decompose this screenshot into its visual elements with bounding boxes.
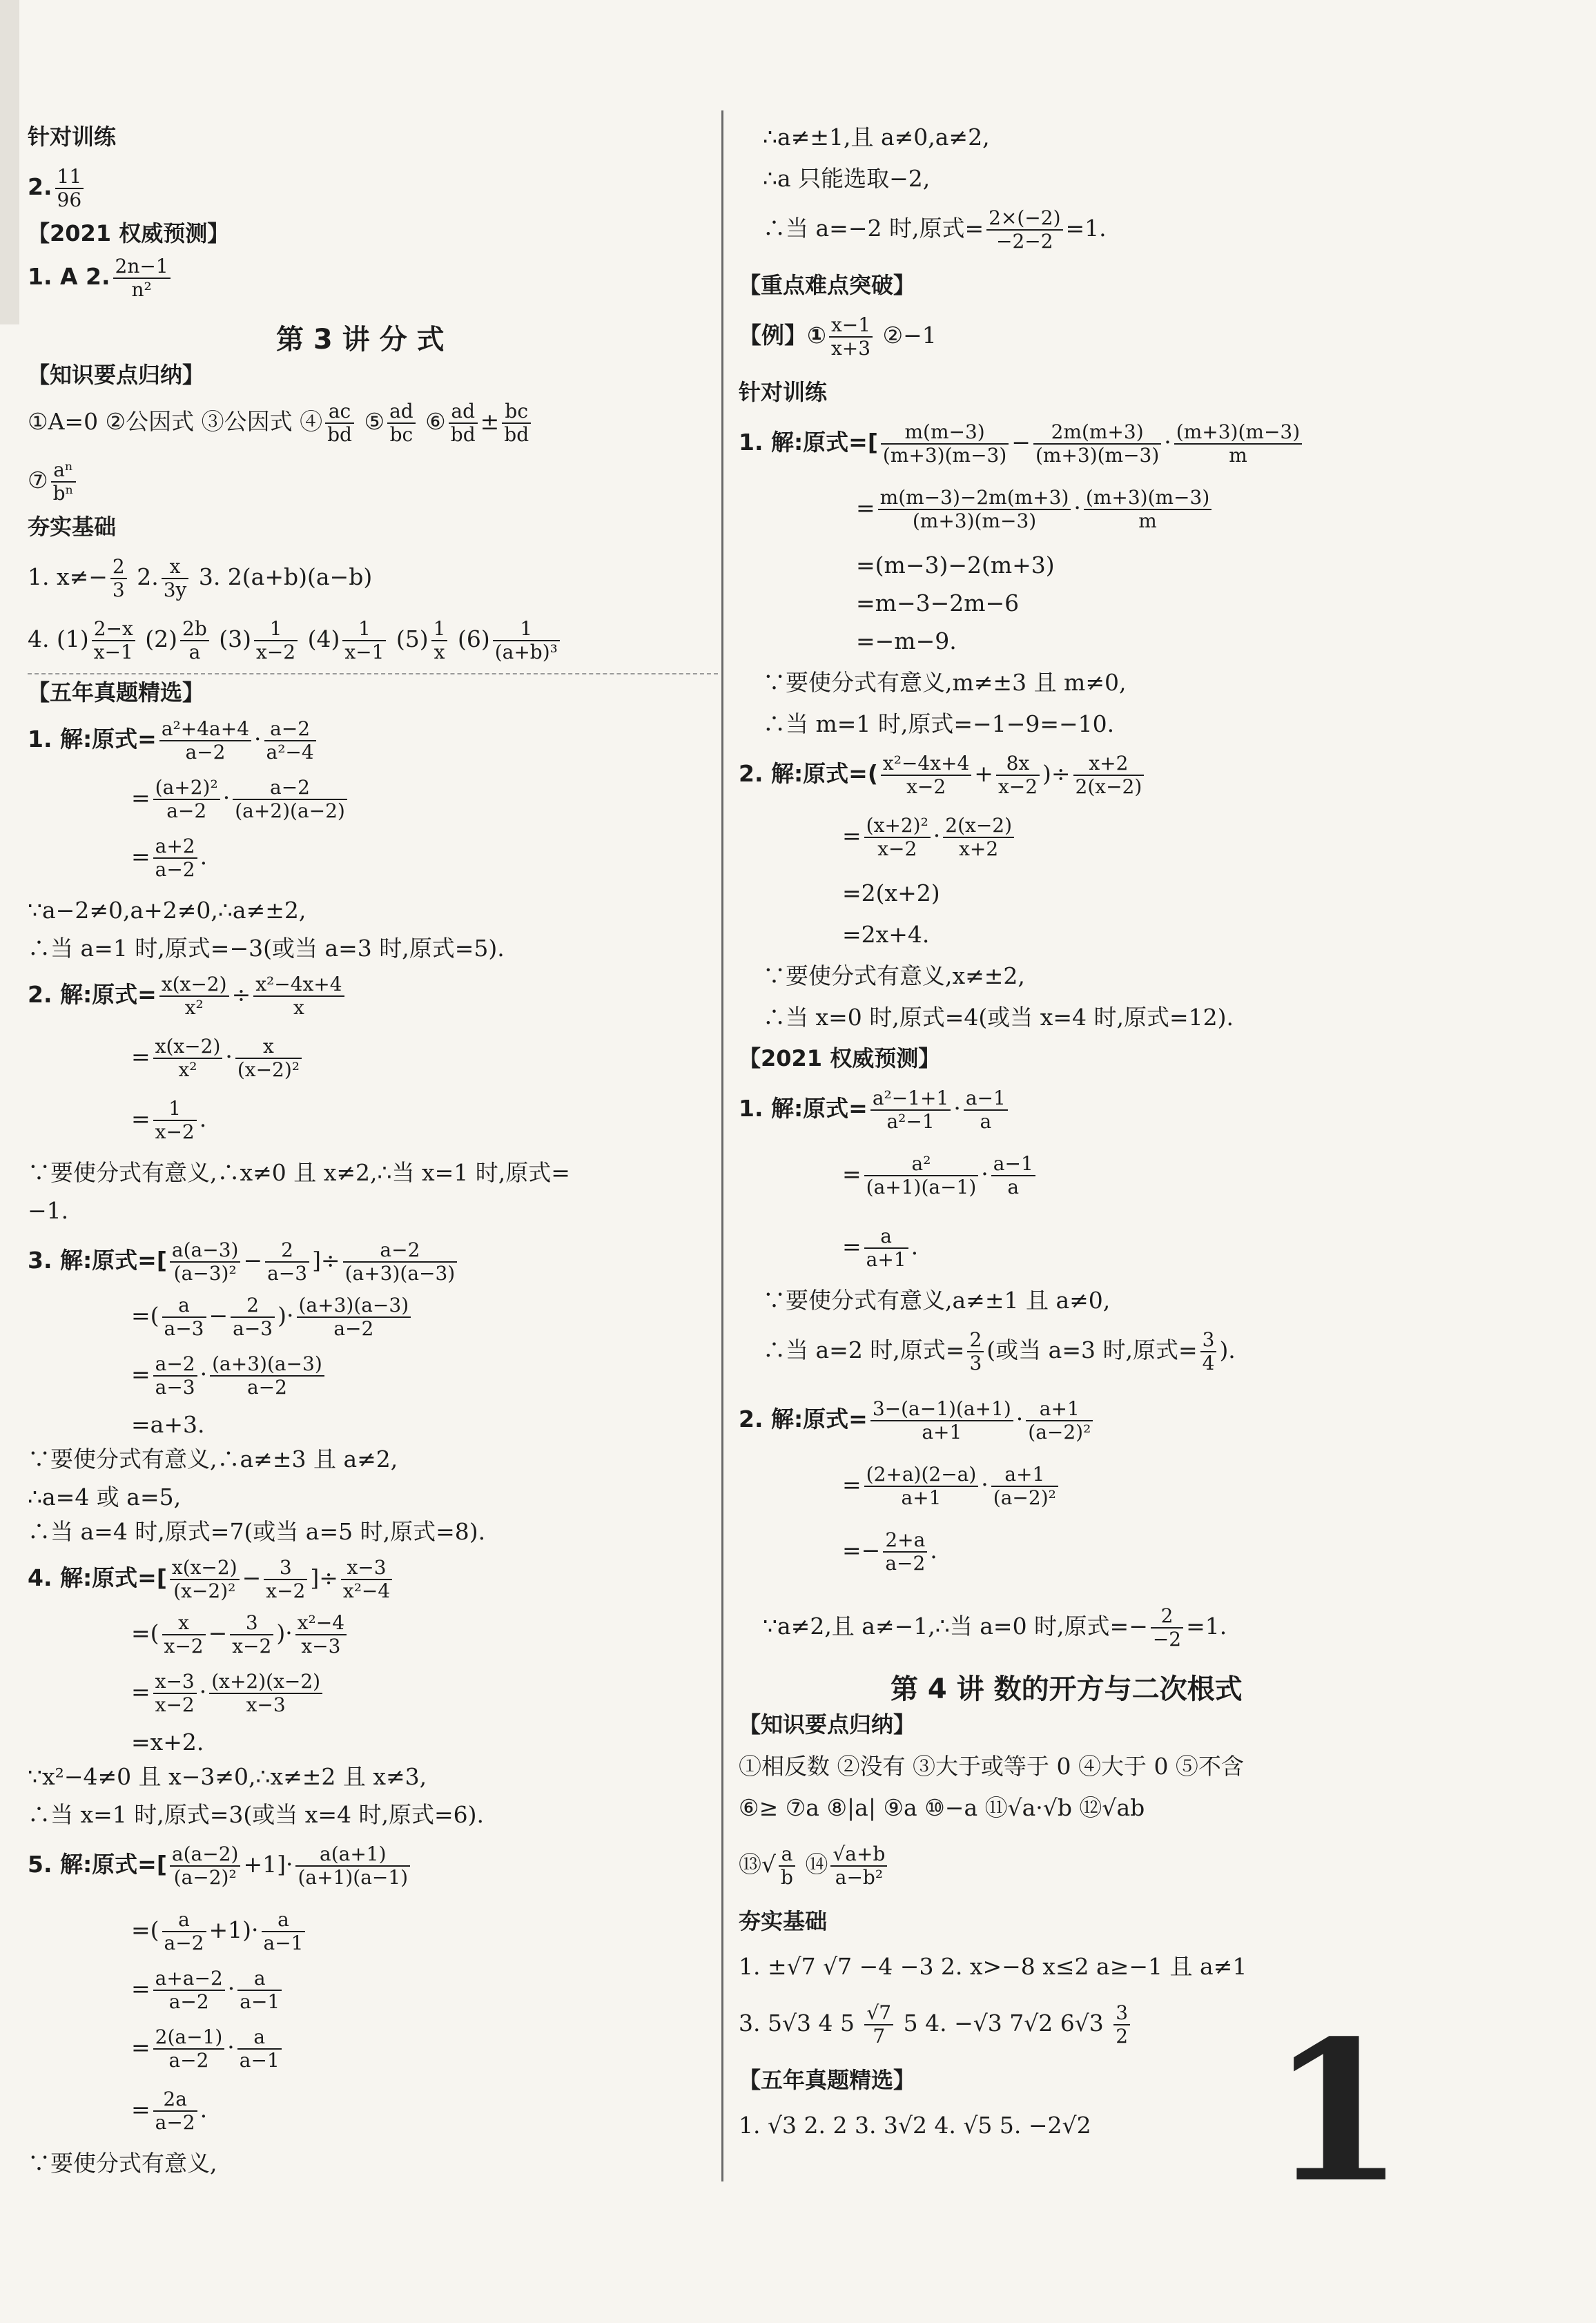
solution-line: ∵要使分式有意义,m≠±3 且 m≠0, [763, 669, 1127, 696]
fraction: $\frac{\text{a²}}{(a+1)(a-1)}$ [864, 1153, 979, 1198]
fraction: $\frac{x}{x-2}$ [162, 1612, 206, 1658]
fraction: $\frac{2}{-2}$ [1151, 1605, 1183, 1651]
heading-key-points: 【重点难点突破】 [739, 272, 916, 298]
fraction: $\frac{2m(m+3)}{(m+3)(m-3)}$ [1033, 421, 1161, 467]
fraction: $\frac{2(x-2)}{x+2}$ [943, 815, 1014, 860]
solution-line: = $\frac{\text{(x+2)²}}{x-2}$ · $\frac{2(x-2)}{x+2}$ [842, 815, 1017, 860]
solution-line: = $\frac{\text{a²}}{(a+1)(a-1)}$ · $\frac{a-1}{a}$ [842, 1153, 1038, 1198]
fraction: $\frac{2}{a-3}$ [231, 1294, 275, 1340]
fraction: $\frac{2n-1}{\text{n²}}$ [113, 255, 171, 301]
solution-line: 4. 解:原式=[ $\frac{x(x-2)}{\text{(x−2)²}}$ − $\frac{3}{x-2}$ ]÷ $\frac{x-3}{\text{x²−4}}$ [28, 1557, 395, 1602]
fraction: $\frac{\text{(x+2)²}}{x-2}$ [864, 815, 931, 860]
solution-line: = $\frac{2(a-1)}{a-2}$ · $\frac{a}{a-1}$ [131, 2026, 284, 2072]
solution-line: ∴当 a=4 时,原式=7(或当 a=5 时,原式=8). [28, 1518, 486, 1545]
fraction: $\frac{x-3}{\text{x²−4}}$ [341, 1557, 392, 1602]
fraction: $\frac{x(x-2)}{\text{x²}}$ [159, 973, 229, 1019]
solution-line: ∴a 只能选取−2, [763, 165, 931, 192]
column-divider [721, 110, 723, 2181]
fraction: $\frac{a-2}{\text{a²−4}}$ [264, 718, 316, 764]
fraction: $\frac{2}{a-3}$ [265, 1239, 309, 1285]
solution-line: ∵要使分式有意义, [28, 2150, 217, 2177]
fraction: $\frac{a-2}{a-3}$ [153, 1353, 197, 1399]
fraction: $\frac{2}{3}$ [967, 1329, 984, 1374]
fraction: $\frac{1}{x-2}$ [153, 1098, 197, 1143]
solution-line: =( $\frac{a}{a-3}$ − $\frac{2}{a-3}$ )· $\frac{(a+3)(a-3)}{a-2}$ [131, 1294, 413, 1340]
fraction: $\frac{1}{x-1}$ [342, 618, 386, 663]
solution-line: = $\frac{a+2}{a-2}$ . [131, 835, 208, 882]
solution-line: 2. 解:原式= $\frac{3-(a-1)(a+1)}{a+1}$ · $\frac{a+1}{\text{(a−2)²}}$ [739, 1398, 1096, 1444]
solution-line: =( $\frac{a}{a-2}$ +1)· $\frac{a}{a-1}$ [131, 1909, 308, 1954]
solution-line: = $\frac{a}{a+1}$ . [842, 1225, 919, 1272]
fraction: $\frac{1}{x}$ [431, 618, 448, 663]
fraction: $\frac{a-2}{(a+2)(a-2)}$ [233, 777, 347, 822]
fraction: $\frac{a}{a-2}$ [162, 1909, 206, 1954]
solution-line: = $\frac{(2+a)(2-a)}{a+1}$ · $\frac{a+1}{\text{(a−2)²}}$ [842, 1464, 1061, 1509]
heading-targeted: 针对训练 [739, 379, 828, 405]
solution-line: ∵a≠2,且 a≠−1,∴当 a=0 时,原式=− $\frac{2}{-2}$ =1. [763, 1604, 1227, 1651]
solution-line: ∴当 a=−2 时,原式= $\frac{2\times(-2)}{-2-2}$ =1. [763, 206, 1107, 253]
knowledge-line: ⑥≥ ⑦a ⑧|a| ⑨a ⑩−a ⑪√a·√b ⑫√ab [739, 1794, 1145, 1821]
fraction: $\frac{a-1}{a}$ [991, 1153, 1035, 1198]
fraction: $\frac{√a+b}{\text{a−b²}}$ [830, 1843, 887, 1889]
solution-line: ∵x²−4≠0 且 x−3≠0,∴x≠±2 且 x≠3, [28, 1763, 427, 1790]
solution-line: = $\frac{x(x-2)}{\text{x²}}$ · $\frac{x}{\text{(x−2)²}}$ [131, 1036, 304, 1081]
page-edge [0, 0, 19, 324]
solution-line: ∴当 m=1 时,原式=−1−9=−10. [763, 710, 1115, 737]
knowledge-line: ⑦ $\frac{\text{aⁿ}}{\text{bⁿ}}$ [28, 459, 79, 505]
answer-line: 1. ±√7 √7 −4 −3 2. x>−8 x≤2 a≥−1 且 a≠1 [739, 1953, 1247, 1980]
fraction: $\frac{a+1}{\text{(a−2)²}}$ [991, 1464, 1058, 1509]
solution-line: 1. 解:原式= $\frac{\text{a²+4a+4}}{a-2}$ · $\frac{a-2}{\text{a²−4}}$ [28, 718, 319, 764]
fraction: $\frac{x}{\text{(x−2)²}}$ [235, 1036, 302, 1081]
fraction: $\frac{a(a+1)}{(a+1)(a-1)}$ [295, 1843, 410, 1889]
heading-five-year: 【五年真题精选】 [28, 679, 205, 706]
answer-line: 2. $\frac{11}{96}$ [28, 166, 86, 211]
solution-line: 3. 解:原式=[ $\frac{a(a-3)}{\text{(a−3)²}}$ − $\frac{2}{a-3}$ ]÷ $\frac{a-2}{(a+3)(a-3)}$ [28, 1239, 460, 1285]
lecture-title-4: 第 4 讲 数的开方与二次根式 [891, 1673, 1243, 1705]
fraction: $\frac{a+1}{\text{(a−2)²}}$ [1026, 1398, 1093, 1444]
fraction: $\frac{3-(a-1)(a+1)}{a+1}$ [870, 1398, 1013, 1444]
answer-line: 1. √3 2. 2 3. 3√2 4. √5 5. −2√2 [739, 2112, 1091, 2139]
solution-line: =2x+4. [842, 921, 930, 948]
fraction: $\frac{3}{x-2}$ [230, 1612, 273, 1658]
fraction: $\frac{\text{a²−1+1}}{\text{a²−1}}$ [870, 1087, 951, 1133]
solution-line: =a+3. [131, 1411, 205, 1438]
fraction: $\frac{2-x}{x-1}$ [92, 618, 135, 663]
fraction: $\frac{x+2}{2(x-2)}$ [1073, 752, 1145, 798]
solution-line: =( $\frac{x}{x-2}$ − $\frac{3}{x-2}$ )· $\frac{\text{x²−4}}{x-3}$ [131, 1612, 349, 1658]
fraction: $\frac{a}{a-1}$ [262, 1909, 306, 1954]
fraction: $\frac{8x}{x-2}$ [996, 752, 1040, 798]
solution-line: ∴当 a=1 时,原式=−3(或当 a=3 时,原式=5). [28, 935, 505, 962]
example-line: 【例】① $\frac{x-1}{x+3}$ ②−1 [739, 313, 937, 360]
fraction: $\frac{\text{(a+2)²}}{a-2}$ [153, 777, 220, 822]
solution-line: 2. 解:原式=( $\frac{\text{x²−4x+4}}{x-2}$ + $\frac{8x}{x-2}$ )÷ $\frac{x+2}{2(x-2)}$ [739, 752, 1147, 798]
solution-line: = $\frac{a+a-2}{a-2}$ · $\frac{a}{a-1}$ [131, 1967, 284, 2013]
solution-line: 1. 解:原式=[ $\frac{m(m-3)}{(m+3)(m-3)}$ − $\frac{2m(m+3)}{(m+3)(m-3)}$ · $\frac{(m+3)(m-3)}{m}$ [739, 421, 1305, 467]
fraction: $\frac{2b}{a}$ [180, 618, 209, 663]
fraction: $\frac{a+a-2}{a-2}$ [153, 1967, 225, 2013]
fraction: $\frac{1}{x-2}$ [254, 618, 298, 663]
fraction: $\frac{(a+3)(a-3)}{a-2}$ [297, 1294, 411, 1340]
heading-basics: 夯实基础 [739, 1908, 828, 1934]
fraction: $\frac{(2+a)(2-a)}{a+1}$ [864, 1464, 979, 1509]
fraction: $\frac{ad}{bd}$ [449, 400, 478, 446]
fraction: $\frac{a(a-3)}{\text{(a−3)²}}$ [170, 1239, 241, 1285]
fraction: $\frac{√7}{7}$ [864, 2002, 893, 2048]
fraction: $\frac{bc}{bd}$ [502, 400, 531, 446]
fraction: $\frac{(m+3)(m-3)}{m}$ [1174, 421, 1302, 467]
fraction: $\frac{2\times(-2)}{-2-2}$ [986, 207, 1062, 253]
solution-line: ∵要使分式有意义,∴x≠0 且 x≠2,∴当 x=1 时,原式= [28, 1159, 570, 1186]
fraction: $\frac{\text{aⁿ}}{\text{bⁿ}}$ [51, 459, 76, 505]
knowledge-line: ⑬√ $\frac{a}{b}$ ⑭ $\frac{√a+b}{\text{a−b²}}$ [739, 1843, 890, 1889]
fraction: $\frac{ad}{bc}$ [387, 400, 416, 446]
solution-line: ∴a≠±1,且 a≠0,a≠2, [763, 124, 990, 150]
fraction: $\frac{3}{4}$ [1200, 1329, 1217, 1374]
fraction: $\frac{x-1}{x+3}$ [829, 314, 873, 360]
solution-line: =x+2. [131, 1729, 204, 1756]
solution-line: ∵a−2≠0,a+2≠0,∴a≠±2, [28, 897, 306, 924]
fraction: $\frac{a(a-2)}{\text{(a−2)²}}$ [170, 1843, 241, 1889]
fraction: $\frac{2+a}{a-2}$ [883, 1529, 927, 1575]
solution-line: =2(x+2) [842, 879, 940, 906]
fraction: $\frac{(x+2)(x-2)}{x-3}$ [209, 1671, 322, 1716]
solution-line: ∵要使分式有意义,a≠±1 且 a≠0, [763, 1287, 1111, 1314]
solution-line: ∴当 a=2 时,原式= $\frac{2}{3}$ (或当 a=3 时,原式= $\frac{3}{4}$ ). [763, 1328, 1236, 1375]
fraction: $\frac{(m+3)(m-3)}{m}$ [1084, 487, 1211, 532]
solution-line: = $\frac{m(m-3)-2m(m+3)}{(m+3)(m-3)}$ · $\frac{(m+3)(m-3)}{m}$ [856, 487, 1214, 532]
answer-line: 1. x≠− $\frac{2}{3}$ 2. $\frac{x}{3y}$ 3. 2(a+b)(a−b) [28, 555, 373, 602]
solution-line: =m−3−2m−6 [856, 590, 1020, 616]
fraction: $\frac{a}{a-3}$ [162, 1294, 206, 1340]
heading-basics: 夯实基础 [28, 514, 117, 540]
answer-line: 4. (1) $\frac{2-x}{x-1}$ (2) $\frac{2b}{a}$ (3) $\frac{1}{x-2}$ (4) $\frac{1}{x-1}$ (5) $\frac{1}{x}$ (6) $\frac{1}{\text{(a+b)³}}$ [28, 618, 563, 663]
heading-five-year: 【五年真题精选】 [739, 2067, 916, 2093]
heading-targeted: 针对训练 [28, 124, 117, 150]
fraction: $\frac{2(a-1)}{a-2}$ [153, 2026, 225, 2072]
solution-line: =(m−3)−2(m+3) [856, 552, 1055, 579]
fraction: $\frac{\text{x²−4}}{x-3}$ [295, 1612, 347, 1658]
fraction: $\frac{x(x-2)}{\text{(x−2)²}}$ [170, 1557, 240, 1602]
knowledge-line: ①A=0 ②公因式 ③公因式 ④ $\frac{ac}{bd}$ ⑤ $\frac{ad}{bc}$ ⑥ $\frac{ad}{bd}$ ± $\frac{bc}{bd}$ [28, 400, 534, 446]
fraction: $\frac{m(m-3)-2m(m+3)}{(m+3)(m-3)}$ [878, 487, 1071, 532]
fraction: $\frac{a-2}{(a+3)(a-3)}$ [343, 1239, 458, 1285]
fraction: $\frac{a}{b}$ [779, 1843, 795, 1889]
solution-line: = $\frac{2a}{a-2}$ . [131, 2088, 208, 2135]
solution-line: = $\frac{a-2}{a-3}$ · $\frac{(a+3)(a-3)}{a-2}$ [131, 1353, 327, 1399]
solution-line: = $\frac{1}{x-2}$ . [131, 1097, 207, 1144]
solution-line: ∵要使分式有意义,∴a≠±3 且 a≠2, [28, 1446, 398, 1472]
fraction: $\frac{x}{3y}$ [162, 556, 189, 601]
fraction: $\frac{2a}{a-2}$ [153, 2088, 197, 2134]
solution-line: ∴a=4 或 a=5, [28, 1484, 182, 1510]
fraction: $\frac{2}{3}$ [110, 556, 127, 601]
solution-line: =−m−9. [856, 628, 957, 654]
solution-line: 1. 解:原式= $\frac{\text{a²−1+1}}{\text{a²−1}}$ · $\frac{a-1}{a}$ [739, 1087, 1011, 1133]
solution-line: =− $\frac{2+a}{a-2}$ . [842, 1528, 937, 1575]
heading-knowledge: 【知识要点归纳】 [739, 1711, 916, 1738]
solution-line: ∴当 x=0 时,原式=4(或当 x=4 时,原式=12). [763, 1004, 1234, 1031]
fraction: $\frac{\text{a²+4a+4}}{a-2}$ [159, 718, 251, 764]
solution-line: −1. [28, 1197, 69, 1224]
solution-line: = $\frac{x-3}{x-2}$ · $\frac{(x+2)(x-2)}{x-3}$ [131, 1671, 325, 1716]
fraction: $\frac{3}{x-2}$ [264, 1557, 307, 1602]
fraction: $\frac{x(x-2)}{\text{x²}}$ [153, 1036, 223, 1081]
fraction: $\frac{m(m-3)}{(m+3)(m-3)}$ [881, 421, 1009, 467]
fraction: $\frac{a+2}{a-2}$ [153, 835, 197, 881]
heading-2021: 【2021 权威预测】 [28, 220, 230, 246]
heading-knowledge: 【知识要点归纳】 [28, 362, 205, 388]
answer-line: 1. A 2. $\frac{2n-1}{\text{n²}}$ [28, 255, 173, 301]
fraction: $\frac{a}{a-1}$ [237, 2026, 282, 2072]
dashed-separator [28, 673, 718, 674]
answer-line: 3. 5√3 4 5 $\frac{√7}{7}$ 5 4. −√3 7√2 6√3 $\frac{3}{2}$ [739, 2002, 1133, 2048]
fraction: $\frac{ac}{bd}$ [325, 400, 354, 446]
solution-line: ∵要使分式有意义,x≠±2, [763, 962, 1025, 989]
solution-line: 2. 解:原式= $\frac{x(x-2)}{\text{x²}}$ ÷ $\frac{\text{x²−4x+4}}{x}$ [28, 973, 347, 1019]
fraction: $\frac{3}{2}$ [1113, 2002, 1130, 2048]
fraction: $\frac{\text{x²−4x+4}}{x-2}$ [881, 752, 971, 798]
fraction: $\frac{a}{a+1}$ [864, 1225, 908, 1271]
fraction: $\frac{1}{\text{(a+b)³}}$ [493, 618, 560, 663]
solution-line: ∴当 x=1 时,原式=3(或当 x=4 时,原式=6). [28, 1801, 484, 1828]
fraction: $\frac{x-3}{x-2}$ [153, 1671, 197, 1716]
fraction: $\frac{a-1}{a}$ [964, 1087, 1008, 1133]
page-number: 1 [1270, 1999, 1405, 2226]
solution-line: = $\frac{\text{(a+2)²}}{a-2}$ · $\frac{a-2}{(a+2)(a-2)}$ [131, 777, 350, 822]
heading-2021: 【2021 权威预测】 [739, 1045, 941, 1071]
fraction: $\frac{11}{96}$ [55, 166, 84, 211]
fraction: $\frac{(a+3)(a-3)}{a-2}$ [210, 1353, 324, 1399]
fraction: $\frac{\text{x²−4x+4}}{x}$ [253, 973, 344, 1019]
fraction: $\frac{a}{a-1}$ [237, 1967, 282, 2013]
knowledge-line: ①相反数 ②没有 ③大于或等于 0 ④大于 0 ⑤不含 [739, 1753, 1244, 1780]
solution-line: 5. 解:原式=[ $\frac{a(a-2)}{\text{(a−2)²}}$ +1]· $\frac{a(a+1)}{(a+1)(a-1)}$ [28, 1843, 413, 1889]
lecture-title-3: 第 3 讲 分 式 [276, 324, 445, 356]
